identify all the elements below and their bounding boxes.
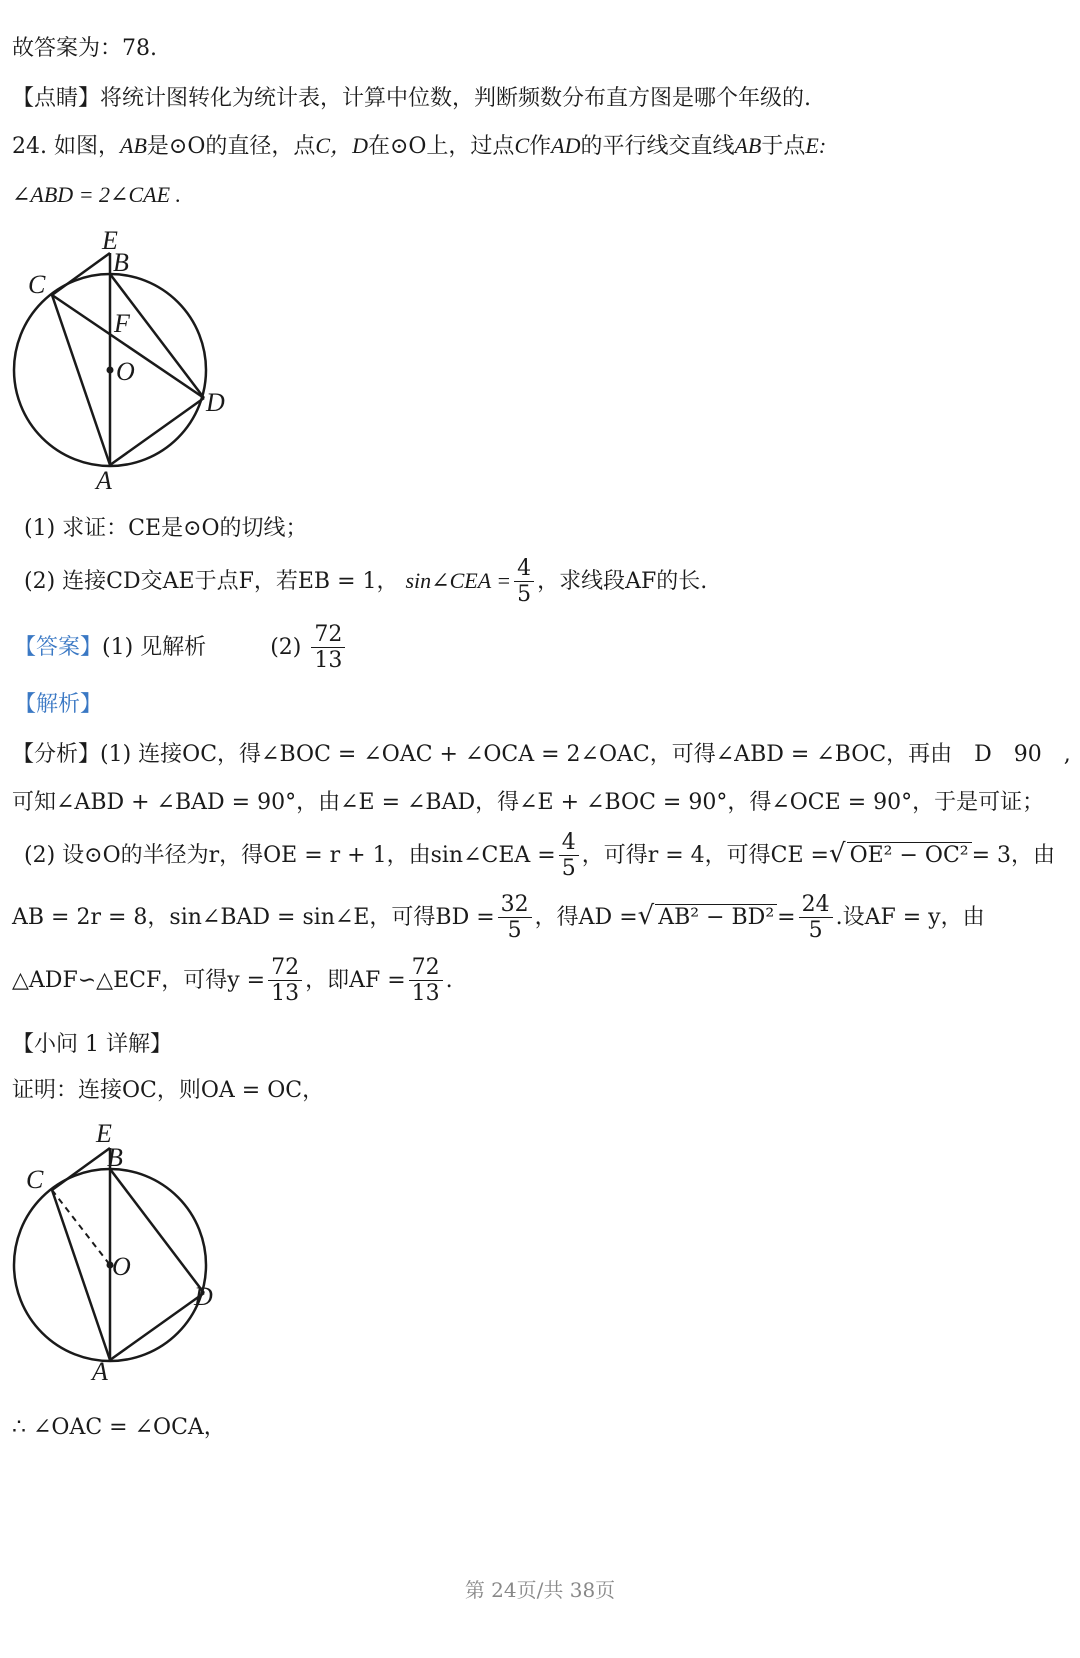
- label-a: A: [96, 466, 112, 495]
- analysis-text: .设AF = y，由: [835, 904, 985, 930]
- answer-part-2-label: (2): [270, 634, 302, 660]
- label-d: D: [194, 1282, 213, 1311]
- dianjing-text: 将统计图转化为统计表，计算中位数，判断频数分布直方图是哪个年级的.: [100, 86, 812, 111]
- question-number: 24.: [12, 134, 47, 159]
- label-a: A: [92, 1357, 108, 1386]
- label-e: E: [102, 226, 118, 255]
- answer-part-1: (1) 见解析: [102, 634, 207, 660]
- answer-block: [14, 622, 348, 674]
- analysis-text: (1) 连接OC，得∠BOC = ∠OAC + ∠OCA = 2∠OAC，可得∠ABD = ∠BOC，再由 D 90 ,: [100, 742, 1071, 767]
- label-e: E: [96, 1120, 112, 1148]
- analysis-line-3: [24, 830, 1055, 882]
- fraction: [799, 892, 833, 944]
- numerator: 4: [514, 556, 534, 582]
- part-2-sin: sin∠CEA =: [405, 567, 512, 593]
- numerator: 32: [498, 892, 532, 918]
- answer-tag: 【答案】: [14, 634, 103, 660]
- stem-text: 的平行线交直线: [580, 134, 735, 159]
- denominator: 5: [808, 918, 823, 944]
- numerator: 4: [559, 830, 579, 856]
- part-2-text: 连接CD交AE于点F，若EB = 1，: [62, 568, 399, 594]
- sqrt-sign: √: [637, 900, 655, 931]
- denominator: 5: [517, 582, 532, 608]
- segment-oc-dashed: [52, 1190, 110, 1265]
- label-b: B: [113, 248, 129, 277]
- analysis-line-5: [12, 955, 453, 1007]
- stem-math: C: [514, 133, 530, 158]
- denominator: 5: [561, 856, 576, 882]
- label-o: O: [116, 357, 135, 386]
- answer-fraction: [311, 622, 345, 674]
- label-b: B: [107, 1143, 123, 1172]
- analysis-text: =: [777, 904, 796, 930]
- numerator: 72: [311, 622, 345, 648]
- answer-line: 故答案为：78.: [12, 36, 157, 61]
- question-condition: ∠ABD = 2∠CAE .: [12, 182, 182, 207]
- label-d: D: [206, 388, 225, 417]
- stem-math: AB: [120, 133, 147, 158]
- part-1-text: 求证：CE是⊙O的切线；: [62, 516, 308, 541]
- sqrt-body: OE² − OC²: [847, 842, 972, 869]
- center-dot: [107, 367, 114, 374]
- fraction: [409, 955, 443, 1007]
- proof-line: 证明：连接OC，则OA = OC，: [12, 1078, 325, 1103]
- dianjing-line: [12, 86, 811, 112]
- stem-math: AB: [734, 133, 762, 158]
- analysis-text: AB = 2r = 8，sin∠BAD = sin∠E，可得BD =: [12, 904, 495, 930]
- part-2: [24, 556, 707, 608]
- page-footer: 第 24页/共 38页: [464, 1578, 616, 1602]
- analysis-text: △ADF∽△ECF，可得y =: [12, 967, 266, 993]
- numerator: 24: [799, 892, 833, 918]
- segment-ca: [52, 295, 110, 465]
- analysis-text: ，得AD =: [534, 904, 638, 930]
- therefore-line: ∴ ∠OAC = ∠OCA，: [12, 1415, 226, 1440]
- detail-tag: 【小问 1 详解】: [12, 1032, 172, 1057]
- segment-ca: [52, 1190, 110, 1360]
- analysis-text: ，可得r = 4，可得CE =: [581, 842, 829, 868]
- label-o: O: [112, 1252, 131, 1281]
- stem-text: 如图，: [54, 134, 121, 159]
- numerator: 72: [268, 955, 302, 981]
- sqrt-body: AB² − BD²: [655, 904, 777, 931]
- part-2-number: (2): [24, 568, 56, 594]
- analysis-text: (2) 设⊙O的半径为r，得OE = r + 1，由sin∠CEA =: [24, 842, 556, 868]
- denominator: 13: [271, 981, 300, 1007]
- stem-text: 在⊙O上，过点: [367, 134, 515, 159]
- question-stem: [12, 133, 826, 160]
- stem-math: C，D: [315, 133, 368, 158]
- analysis-text: = 3，由: [971, 842, 1056, 868]
- fenxi-tag: 【分析】: [12, 742, 101, 767]
- stem-text: 于点: [761, 134, 806, 159]
- denominator: 13: [314, 648, 343, 674]
- analysis-line-2: 可知∠ABD + ∠BAD = 90°，由∠E = ∠BAD，得∠E + ∠BOC = 90°，得∠OCE = 90°，于是可证；: [12, 790, 1045, 815]
- stem-math: AD: [551, 133, 581, 158]
- numerator: 72: [409, 955, 443, 981]
- dianjing-tag: 【点睛】: [12, 86, 101, 111]
- sqrt-sign: √: [829, 838, 846, 869]
- fraction: [268, 955, 302, 1007]
- analysis-text: ，即AF =: [305, 967, 406, 993]
- denominator: 13: [411, 981, 440, 1007]
- part-1-number: (1): [24, 516, 56, 541]
- part-1: [24, 516, 308, 542]
- analysis-text: .: [445, 967, 453, 993]
- denominator: 5: [507, 918, 522, 944]
- analysis-line-1: [12, 742, 1071, 768]
- analysis-tag: 【解析】: [14, 692, 103, 717]
- label-c: C: [28, 270, 46, 299]
- label-f: F: [114, 309, 130, 338]
- fraction: [514, 556, 534, 608]
- part-2-tail: ，求线段AF的长.: [537, 568, 708, 594]
- geometry-figure-1: [0, 225, 260, 505]
- fraction: [498, 892, 532, 944]
- geometry-figure-2: [0, 1120, 260, 1400]
- stem-math: E:: [805, 133, 827, 158]
- stem-text: 作: [529, 134, 552, 159]
- label-c: C: [26, 1165, 44, 1194]
- stem-text: 是⊙O的直径，点: [146, 134, 316, 159]
- fraction: [559, 830, 579, 882]
- analysis-line-4: [12, 892, 985, 944]
